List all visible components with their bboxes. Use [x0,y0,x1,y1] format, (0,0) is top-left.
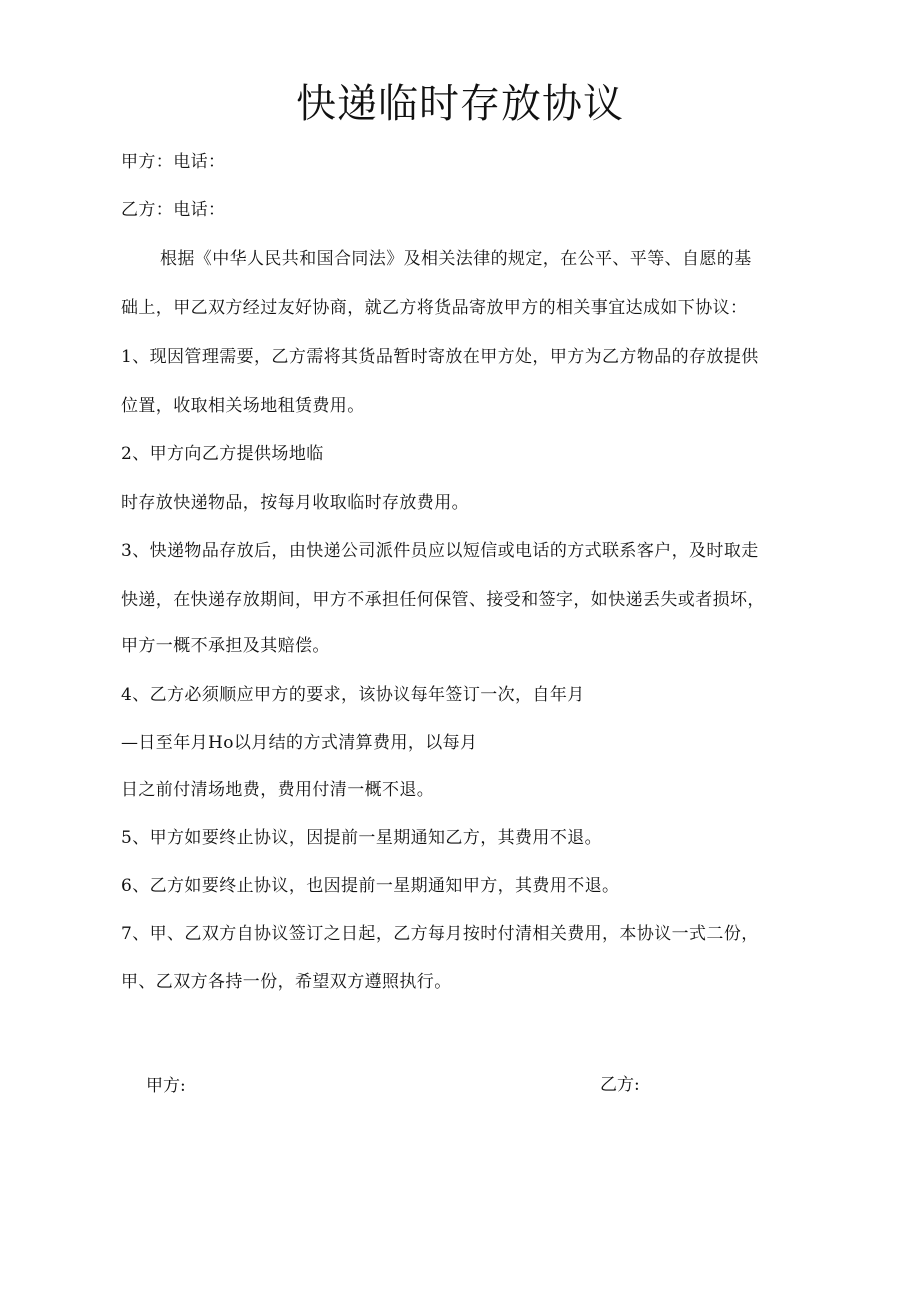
party-a-line: 甲方：电话： [121,152,226,172]
party-b-line: 乙方：电话： [121,200,226,220]
clause-5: 5、甲方如要终止协议，因提前一星期通知乙方，其费用不退。 [121,828,603,848]
clause-2-line-2: 时存放快递物品，按每月收取临时存放费用。 [121,493,469,513]
clause-3-line-1: 3、快递物品存放后，由快递公司派件员应以短信或电话的方式联系客户，及时取走 [121,541,759,561]
clause-3-line-2: 快递，在快递存放期间，甲方不承担任何保管、接受和签字，如快递丢失或者损坏， [121,590,765,610]
clause-2-line-1: 2、甲方向乙方提供场地临 [121,444,324,464]
clause-7-line-1: 7、甲、乙双方自协议签订之日起，乙方每月按时付清相关费用，本协议一式二份， [121,924,759,944]
clause-4-line-1: 4、乙方必须顺应甲方的要求，该协议每年签订一次，自年月 [121,685,585,705]
document-title: 快递临时存放协议 [296,81,624,127]
clause-3-line-3: 甲方一概不承担及其赔偿。 [121,636,330,656]
clause-4-line-3: 日之前付清场地费，费用付清一概不退。 [121,780,435,800]
signature-party-b: 乙方: [600,1075,640,1095]
intro-line-2: 础上，甲乙双方经过友好协商，就乙方将货品寄放甲方的相关事宜达成如下协议： [121,298,748,318]
clause-7-line-2: 甲、乙双方各持一份，希望双方遵照执行。 [121,972,452,992]
signature-party-a: 甲方: [146,1076,186,1096]
clause-1-line-2: 位置，收取相关场地租赁费用。 [121,396,365,416]
clause-6: 6、乙方如要终止协议，也因提前一星期通知甲方，其费用不退。 [121,876,620,896]
clause-1-line-1: 1、现因管理需要，乙方需将其货品暂时寄放在甲方处，甲方为乙方物品的存放提供 [121,347,759,367]
intro-line-1: 根据《中华人民共和国合同法》及相关法律的规定，在公平、平等、自愿的基 [160,249,752,269]
clause-4-line-2: —日至年月Ho以月结的方式清算费用，以每月 [121,733,478,753]
